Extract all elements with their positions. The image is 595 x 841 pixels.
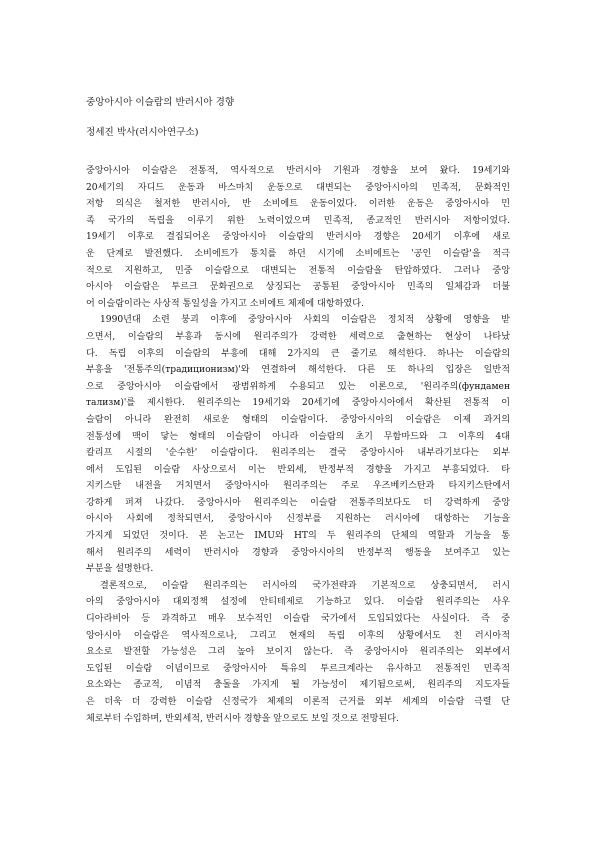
body-line: 아시아 사회에 정착되면서, 중앙아시아 신정부를 지원하는 러시아에 대항하는 기능을: [86, 514, 510, 525]
body-line: тализм)'를 제시한다. 원리주의는 19세기와 20세기에 중앙아시아에서 확산된 전통적 이: [86, 398, 510, 409]
document-body: [86, 163, 510, 727]
body-line: 19세기 이후로 결집되어온 중앙아시아 이슬람의 반러시아 경향은 20세기 이후에 새로: [86, 232, 510, 243]
body-line: 강하게 퍼져 나갔다. 중앙아시아 원리주의는 이슬람 전통주의보다도 더 강력하게 중앙: [86, 497, 510, 508]
body-line: 에서 도입된 이슬람 사상으로서 이는 반외세, 반정부적 경향을 가지고 부흥되었다. 타: [86, 464, 510, 475]
body-line: 으면서, 이슬람의 부흥과 동시에 원리주의가 강력한 세력으로 출현하는 현상이 나타났: [86, 331, 510, 342]
body-line: 지키스탄 내전을 거치면서 중앙아시아 원리주의는 주로 우즈베키스탄과 타지키스탄에서: [86, 481, 510, 492]
body-line: 적으로 지원하고, 민중 이슬람으로 대변되는 전통적 이슬람을 탄압하였다. 그러나 중앙: [86, 265, 510, 276]
body-line: 부흥을 '전통주의(традиционизм)'와 연결하여 해석한다. 다른 또 하나의 입장은 일반적: [86, 365, 510, 376]
body-line: 칼리프 시절의 '순수한' 이슬람이다. 원리주의는 결국 중앙아시아 내부라기보다는 외부: [86, 448, 510, 459]
body-line: 아의 중앙아시아 대외정책 설정에 안티테제로 기능하고 있다. 이슬람 원리주의는 사우: [86, 597, 510, 608]
body-line: 해서 원리주의 세력이 반러시아 경향과 중앙아시아의 반정부적 행동을 보여주고 있는: [86, 547, 510, 558]
document-author: 정세진 박사(러시아연구소): [86, 127, 199, 138]
body-line: 전통성에 맥이 닿는 형태의 이슬람이 아니라 이슬람의 초기 무함마드와 그 이후의 4대: [86, 431, 510, 442]
body-line: 1990년대 소련 붕괴 이후에 중앙아시아 사회의 이슬람은 정치적 상황에 영향을 받: [100, 315, 510, 326]
body-line: 아시아 이슬람은 투르크 문화권으로 상징되는 공통된 중앙아시아 민족의 일체감과 더불: [86, 282, 510, 293]
document-title: 중앙아시아 이슬람의 반러시아 경향: [86, 97, 235, 108]
body-line: 요소로 발전할 가능성은 그리 높아 보이지 않는다. 즉 중앙아시아 원리주의는 외부에서: [86, 647, 510, 658]
body-line: 슬람이 아니라 완전히 새로운 형태의 이슬람이다. 중앙아시아의 이슬람은 이제 과거의: [86, 414, 510, 425]
body-line: 저항 의식은 철저한 반러시아, 반 소비에트 운동이었다. 이러한 운동은 중앙아시아 민: [86, 199, 510, 210]
body-line: 20세기의 자디드 운동과 바스마치 운동으로 대변되는 중앙아시아의 민족적, 문화적인: [86, 182, 510, 193]
body-line: 가지게 되었던 것이다. 본 논고는 IMU와 HT의 두 원리주의 단체의 역할과 기능을 통: [86, 531, 510, 542]
body-line: 요소와는 종교적, 이념적 충돌을 가지게 될 가능성이 제기됨으로써, 원리주의 지도자들: [86, 680, 510, 691]
body-line: 족 국가의 독립을 이루기 위한 노력이었으며 민족적, 종교적인 반러시아 저항이었다.: [86, 215, 510, 226]
body-line: 다. 독립 이후의 이슬람의 부흥에 대해 2가지의 큰 줄기로 해석한다. 하나는 이슬람의: [86, 348, 510, 359]
body-line: 은 더욱 더 강력한 이슬람 신정국가 체제의 이론적 근거를 외부 세계의 이슬람 극렬 단: [86, 697, 510, 707]
body-line: 으로 중앙아시아 이슬람에서 광범위하게 수용되고 있는 이론으로, '원리주의(фундамен: [86, 381, 510, 392]
body-line: 중앙아시아 이슬람은 전통적, 역사적으로 반러시아 기원과 경향을 보여 왔다. 19세기와: [86, 166, 510, 176]
body-line: 체로부터 수입하며, 반외세적, 반러시아 경향을 앞으로도 보일 것으로 전망된다.: [86, 713, 399, 724]
body-line: 결론적으로, 이슬람 원리주의는 러시아의 국가전략과 기본적으로 상충되면서, 러시: [100, 580, 510, 591]
body-line: 디아라비아 등 과격하고 매우 보수적인 이슬람 국가에서 도입되었다는 사실이다. 즉 중: [86, 614, 510, 625]
body-line: 앙아시아 이슬람은 역사적으로나, 그리고 현재의 독립 이후의 상황에서도 친 러시아적: [86, 630, 510, 641]
body-line: 운 단계로 발전했다. 소비에트가 통치를 하던 시기에 소비에트는 '공인 이슬람'을 적극: [86, 248, 510, 259]
body-line: 부분을 설명한다.: [86, 564, 154, 575]
body-line: 도입된 이슬람 이념이므로 중앙아시아 특유의 투르크계라는 유사하고 전통적인 민족적: [86, 663, 510, 674]
body-line: 어 이슬람이라는 사상적 통일성을 가지고 소비에트 체제에 대항하였다.: [86, 298, 364, 309]
